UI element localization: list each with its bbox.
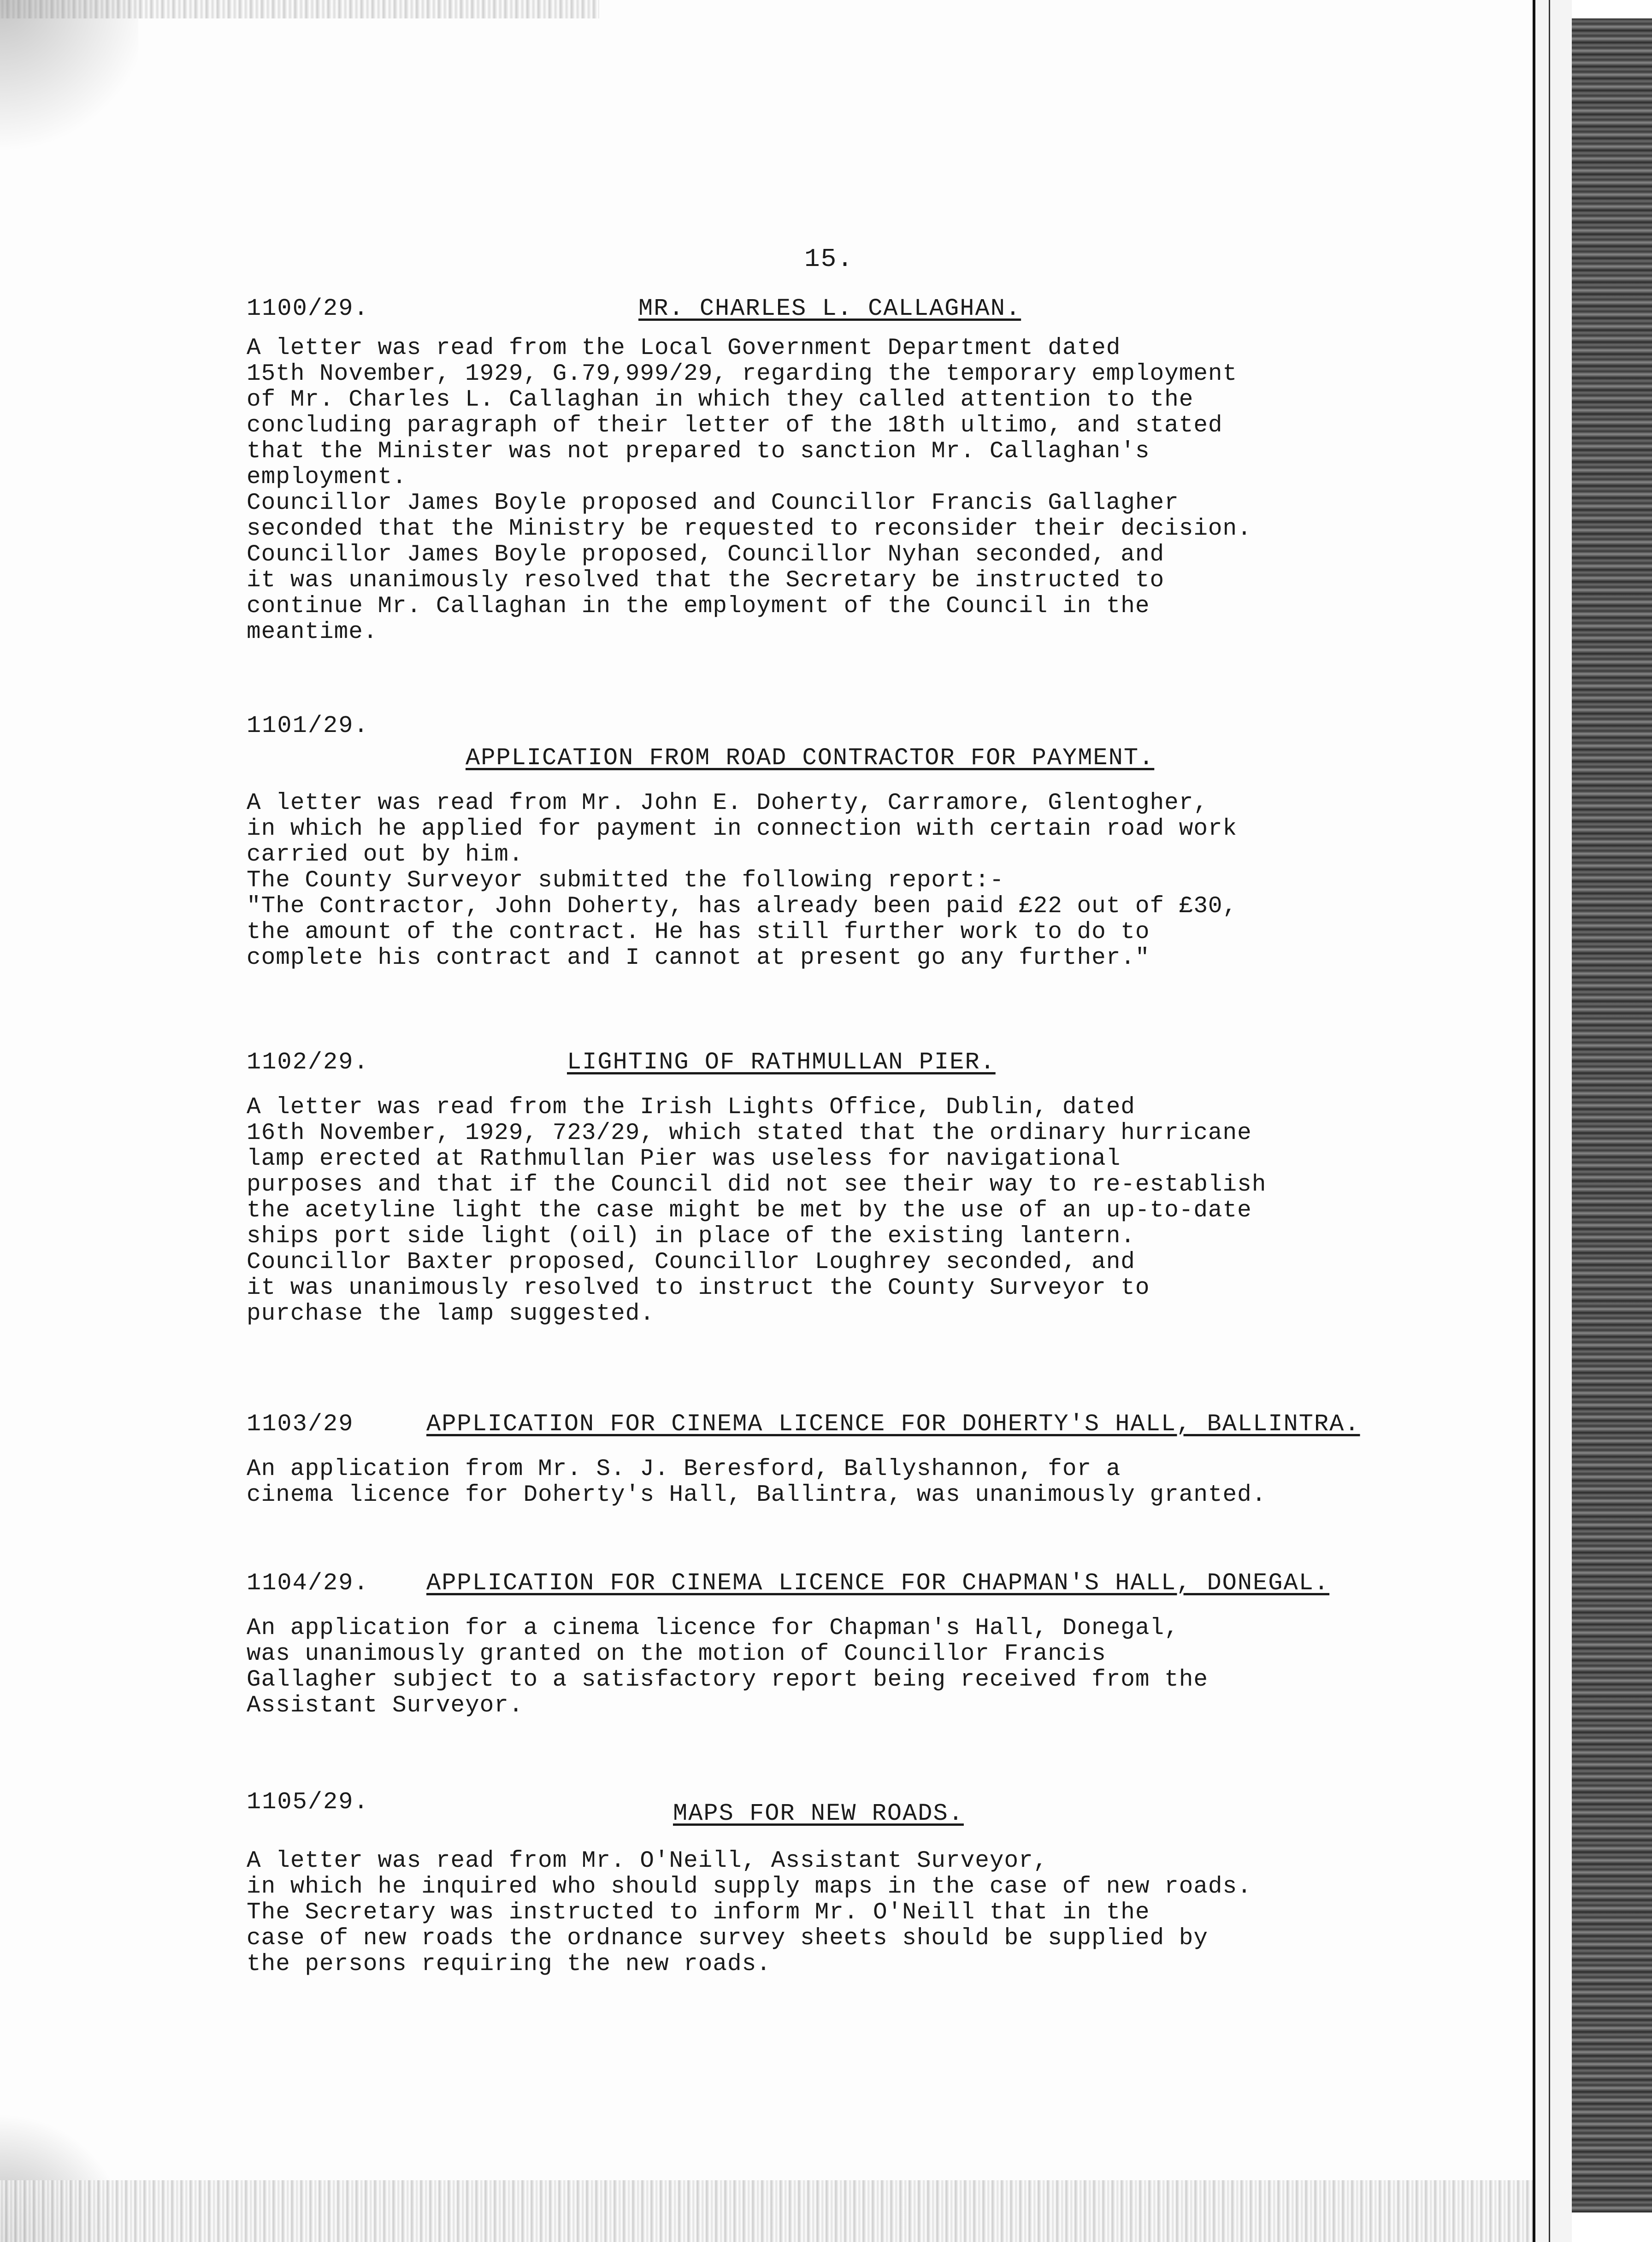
minute-paragraph: An application for a cinema licence for Chapman's Hall, Donegal, was unanimously granted on the motion of Councillor Francis Gallagher subject to a satisfactory report being received from the Assistant Surveyor. [247, 1615, 1208, 1719]
minute-paragraph: A letter was read from the Irish Lights Office, Dublin, dated 16th November, 1929, 723/29, which stated that the ordinary hurricane lamp erected at Rathmullan Pier was useless for navigational purposes and that if the Council did not see their way to re-establish the acetyline light the case might be met by the use of an up-to-date ships port side light (oil) in place of the existing lantern. Councillor Baxter proposed, Councillor Loughrey seconded, and it was unanimously resolved to instruct the County Surveyor to purchase the lamp suggested. [247, 1094, 1267, 1327]
minute-heading: APPLICATION FOR CINEMA LICENCE FOR DOHERTY'S HALL, BALLINTRA. [426, 1410, 1360, 1438]
minute-paragraph: An application from Mr. S. J. Beresford, Ballyshannon, for a cinema licence for Doherty's Hall, Ballintra, was unanimously granted. [247, 1456, 1267, 1508]
scan-edge-dark [1572, 18, 1652, 2212]
scan-noise-top-left [0, 0, 138, 166]
minute-ref: 1102/29. [247, 1049, 369, 1076]
minute-heading: LIGHTING OF RATHMULLAN PIER. [567, 1049, 996, 1076]
minute-paragraph: A letter was read from the Local Government Department dated 15th November, 1929, G.79,999/29, regarding the temporary employment of Mr. Charles L. Callaghan in which they called attention to the concluding paragraph of their letter of the 18th ultimo, and stated that the Minister was not prepared to sanction Mr. Callaghan's employment. Councillor James Boyle proposed and Councillor Francis Gallagher seconded that the Ministry be requested to reconsider their decision. Councillor James Boyle proposed, Councillor Nyhan seconded, and it was unanimously resolved that the Secretary be instructed to continue Mr. Callaghan in the employment of the Council in the meantime. [247, 335, 1252, 645]
minute-ref: 1100/29. [247, 295, 369, 322]
minute-heading: APPLICATION FOR CINEMA LICENCE FOR CHAPMAN'S HALL, DONEGAL. [426, 1569, 1330, 1597]
scan-noise-bottom [0, 2180, 1535, 2242]
minute-heading: MR. CHARLES L. CALLAGHAN. [638, 295, 1021, 322]
minute-ref: 1101/29. [247, 712, 369, 739]
minute-heading: MAPS FOR NEW ROADS. [673, 1800, 964, 1827]
scan-edge-line-2 [1549, 0, 1550, 2242]
scan-edge-gap [1535, 0, 1572, 2242]
minute-ref: 1105/29. [247, 1788, 369, 1816]
minute-ref: 1103/29 [247, 1410, 354, 1438]
page-number: 15. [804, 244, 854, 274]
minute-ref: 1104/29. [247, 1569, 369, 1597]
minute-heading: APPLICATION FROM ROAD CONTRACTOR FOR PAYMENT. [466, 744, 1155, 772]
minute-paragraph: A letter was read from Mr. John E. Doherty, Carramore, Glentogher, in which he applied for payment in connection with certain road work carried out by him. The County Surveyor submitted the following report:- "The Contractor, John Doherty, has already been paid £22 out of £30, the amount of the contract. He has still further work to do to complete his contract and I cannot at present go any further." [247, 790, 1238, 971]
minute-paragraph: A letter was read from Mr. O'Neill, Assistant Surveyor, in which he inquired who should supply maps in the case of new roads. The Secretary was instructed to inform Mr. O'Neill that in the case of new roads the ordnance survey sheets should be supplied by the persons requiring the new roads. [247, 1848, 1252, 1977]
